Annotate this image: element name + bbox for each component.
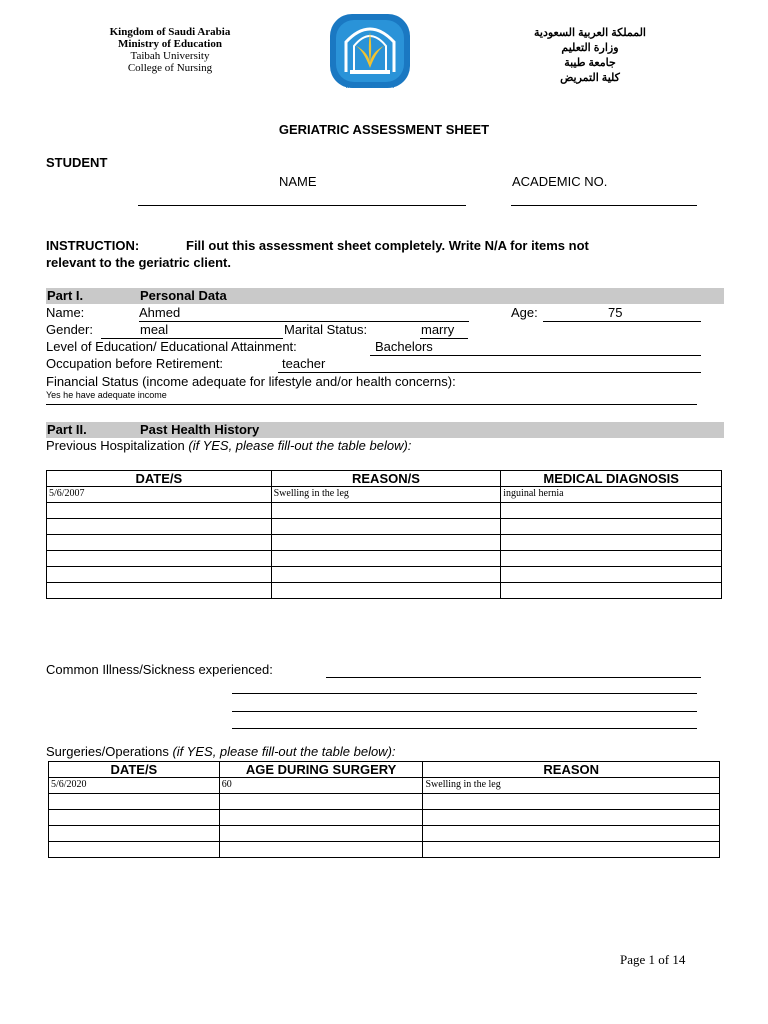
table-row xyxy=(47,551,722,567)
academic-no-line[interactable] xyxy=(511,205,697,206)
table-cell[interactable] xyxy=(47,567,272,583)
instruction-text-line1: Fill out this assessment sheet completely. Write N/A for items not xyxy=(186,238,589,253)
surgeries-hint: (if YES, please fill-out the table below): xyxy=(172,744,396,759)
ministry-text: Ministry of Education xyxy=(118,38,222,50)
table-row xyxy=(49,794,720,810)
column-header-reason: REASON xyxy=(423,762,720,778)
table-cell[interactable]: 60 xyxy=(219,778,423,794)
table-cell[interactable] xyxy=(47,503,272,519)
table-cell[interactable]: 5/6/2007 xyxy=(47,487,272,503)
part1-number: Part I. xyxy=(47,288,84,303)
marital-status-label: Marital Status: xyxy=(284,322,368,337)
table-header-row xyxy=(49,762,720,778)
column-header-dates: DATE/S xyxy=(47,471,272,487)
surgeries-table xyxy=(48,761,720,858)
common-illness-line-2[interactable] xyxy=(232,693,697,694)
age-line xyxy=(543,321,701,322)
age-value[interactable]: 75 xyxy=(608,305,623,320)
table-cell[interactable] xyxy=(501,519,722,535)
occupation-value[interactable]: teacher xyxy=(282,356,326,371)
country-text: Kingdom of Saudi Arabia xyxy=(109,26,231,38)
table-cell[interactable] xyxy=(47,519,272,535)
education-value[interactable]: Bachelors xyxy=(375,339,433,354)
table-header-row xyxy=(47,471,722,487)
table-cell[interactable] xyxy=(501,551,722,567)
table-cell[interactable] xyxy=(49,810,220,826)
column-header-age: AGE DURING SURGERY xyxy=(219,762,423,778)
surgeries-label xyxy=(46,744,396,759)
university-logo xyxy=(328,12,412,90)
table-cell[interactable]: inguinal hernia xyxy=(501,487,722,503)
gender-label: Gender: xyxy=(46,322,93,337)
common-illness-line-4[interactable] xyxy=(232,728,697,729)
table-cell[interactable]: Swelling in the leg xyxy=(271,487,501,503)
college-text: College of Nursing xyxy=(127,62,213,74)
part2-header-bar xyxy=(46,422,724,438)
marital-status-value[interactable]: marry xyxy=(421,322,455,337)
common-illness-line-1[interactable] xyxy=(326,677,701,678)
part2-title: Past Health History xyxy=(140,422,260,437)
part2-number: Part II. xyxy=(47,422,87,437)
common-illness-line-3[interactable] xyxy=(232,711,697,712)
document-title: GERIATRIC ASSESSMENT SHEET xyxy=(278,122,490,137)
table-row xyxy=(47,487,722,503)
table-row xyxy=(47,519,722,535)
table-cell[interactable] xyxy=(49,826,220,842)
financial-status-value[interactable]: Yes he have adequate income xyxy=(46,390,167,400)
page-number: Page 1 of 14 xyxy=(620,952,686,967)
gender-value[interactable]: meal xyxy=(140,322,169,337)
table-cell[interactable] xyxy=(423,794,720,810)
instruction-label: INSTRUCTION: xyxy=(46,238,140,253)
hospitalization-text: Previous Hospitalization xyxy=(46,438,185,453)
table-row xyxy=(49,842,720,858)
table-cell[interactable] xyxy=(423,826,720,842)
table-cell[interactable] xyxy=(219,810,423,826)
table-cell[interactable] xyxy=(47,551,272,567)
student-label: STUDENT xyxy=(46,155,108,170)
table-cell[interactable] xyxy=(219,826,423,842)
table-cell[interactable]: 5/6/2020 xyxy=(49,778,220,794)
name-value[interactable]: Ahmed xyxy=(139,305,181,320)
country-text-arabic: المملكة العربية السعودية xyxy=(534,27,646,39)
instruction-text-line2: relevant to the geriatric client. xyxy=(46,255,231,270)
table-row xyxy=(47,567,722,583)
ministry-text-arabic: وزارة التعليم xyxy=(561,42,619,54)
academic-no-label: ACADEMIC NO. xyxy=(512,174,608,189)
financial-status-label: Financial Status (income adequate for lifestyle and/or health concerns): xyxy=(46,374,456,389)
financial-status-line xyxy=(46,404,697,405)
header-left-block xyxy=(80,26,260,74)
part1-header-bar xyxy=(46,288,724,304)
occupation-label: Occupation before Retirement: xyxy=(46,356,224,371)
table-cell[interactable] xyxy=(501,503,722,519)
logo-caption: TAIBAH UNIVERSITY xyxy=(345,84,395,90)
common-illness-label: Common Illness/Sickness experienced: xyxy=(46,662,273,677)
column-header-reasons: REASON/S xyxy=(271,471,501,487)
occupation-line xyxy=(278,372,701,373)
hospitalization-label xyxy=(46,438,411,453)
column-header-diagnosis: MEDICAL DIAGNOSIS xyxy=(501,471,722,487)
name-label: Name: xyxy=(46,305,85,320)
education-line xyxy=(370,355,701,356)
table-row xyxy=(49,778,720,794)
college-text-arabic: كلية التمريض xyxy=(560,72,620,84)
table-cell[interactable] xyxy=(49,794,220,810)
hospitalization-hint: (if YES, please fill-out the table below): xyxy=(188,438,412,453)
hospitalization-table xyxy=(46,470,722,599)
table-cell[interactable] xyxy=(423,842,720,858)
table-cell[interactable] xyxy=(423,810,720,826)
table-cell[interactable] xyxy=(219,794,423,810)
university-text-arabic: جامعة طيبة xyxy=(564,57,616,69)
table-row xyxy=(49,810,720,826)
student-name-label: NAME xyxy=(279,174,317,189)
table-cell[interactable] xyxy=(47,583,272,599)
table-cell[interactable] xyxy=(271,583,501,599)
table-row xyxy=(47,503,722,519)
table-cell[interactable] xyxy=(501,583,722,599)
table-cell[interactable] xyxy=(271,519,501,535)
table-cell[interactable] xyxy=(271,503,501,519)
age-label: Age: xyxy=(511,305,538,320)
table-row xyxy=(49,826,720,842)
header-right-block xyxy=(520,26,660,86)
table-cell[interactable]: Swelling in the leg xyxy=(423,778,720,794)
column-header-dates: DATE/S xyxy=(49,762,220,778)
table-cell[interactable] xyxy=(271,551,501,567)
table-cell[interactable] xyxy=(271,567,501,583)
table-cell[interactable] xyxy=(219,842,423,858)
table-cell[interactable] xyxy=(49,842,220,858)
table-cell[interactable] xyxy=(501,535,722,551)
university-text: Taibah University xyxy=(130,50,210,62)
table-cell[interactable] xyxy=(501,567,722,583)
table-cell[interactable] xyxy=(271,535,501,551)
student-name-line[interactable] xyxy=(138,205,466,206)
table-row xyxy=(47,535,722,551)
table-row xyxy=(47,583,722,599)
part1-title: Personal Data xyxy=(140,288,227,303)
table-cell[interactable] xyxy=(47,535,272,551)
surgeries-text: Surgeries/Operations xyxy=(46,744,169,759)
education-label: Level of Education/ Educational Attainment: xyxy=(46,339,297,354)
